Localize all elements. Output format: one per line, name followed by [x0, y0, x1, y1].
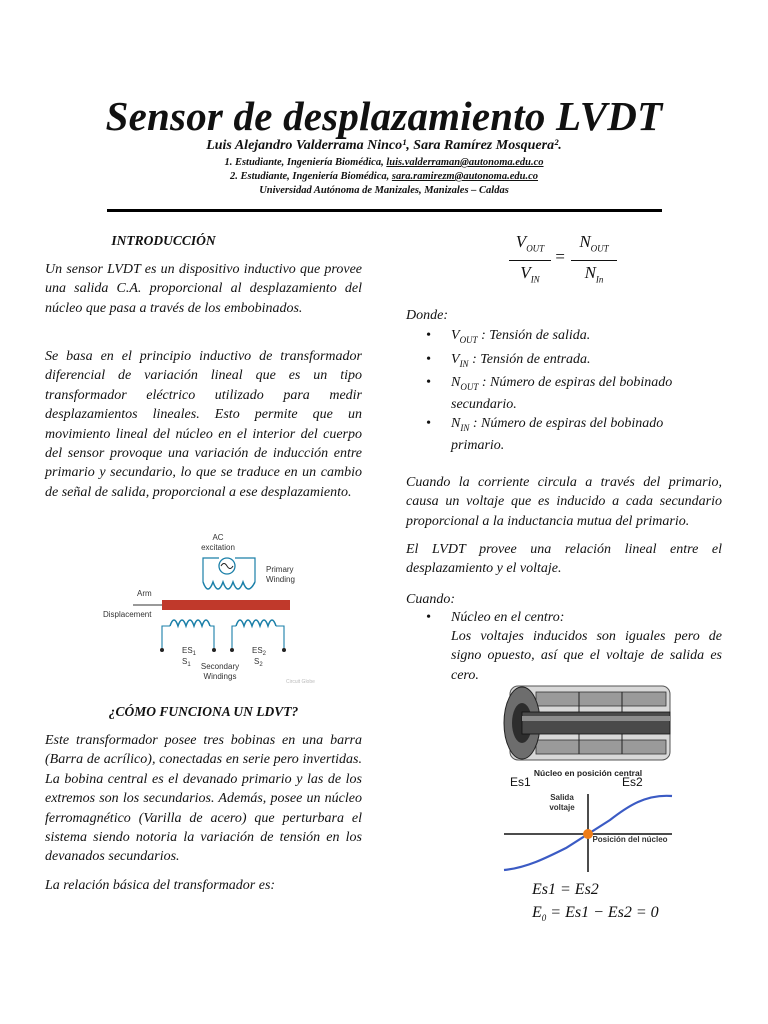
secondary-wires: [162, 626, 284, 648]
fig-label-secondary: Secondary: [200, 662, 240, 671]
affiliation-2: [0, 171, 768, 182]
core-bar: [162, 600, 290, 610]
authors: Luis Alejandro Valderrama Ninco¹, Sara Ramírez Mosquera².: [206, 138, 562, 153]
header-divider: [107, 209, 662, 212]
how-heading: ¿CÓMO FUNCIONA UN LDVT?: [108, 704, 299, 719]
terminal-icon: [160, 648, 164, 652]
terminal-icon: [212, 648, 216, 652]
paper-title: Sensor de desplazamiento LVDT: [105, 93, 663, 139]
case-center-text: Los voltajes inducidos son iguales pero de signo opuesto, así que el voltaje de salida es cero.: [451, 629, 722, 683]
case-center: • Núcleo en el centro:: [426, 610, 565, 625]
eq-in-1: IN: [530, 274, 540, 285]
bullet-vout: • $V_{OUT}$ : Tensión de salida.: [426, 328, 591, 345]
fig2-es2: Es2: [622, 775, 643, 789]
fig2-xlabel: Posición del núcleo: [592, 835, 668, 844]
fig-label-s1: [182, 657, 191, 668]
equation-e0: [532, 904, 659, 923]
fig-s2-sub: 2: [259, 662, 263, 668]
relation-paragraph: La relación básica del transformador es:: [45, 878, 276, 893]
eq-vin: [509, 263, 551, 284]
cuando-label: Cuando:: [406, 592, 455, 607]
fig2-es1: Es1: [510, 775, 531, 789]
eq-n-2: N: [584, 263, 596, 282]
email-link-2[interactable]: sara.ramirezm@autonoma.edu.co: [391, 171, 539, 182]
eq-vout: [509, 232, 551, 253]
intro-heading: INTRODUCCIÓN: [111, 233, 216, 248]
fig-es2-sub: 2: [262, 651, 267, 657]
eq-v-1: V: [515, 232, 527, 251]
affiliation-1-text: 1. Estudiante, Ingeniería Biomédica,: [224, 157, 387, 168]
intro-paragraph-2: Se basa en el principio inductivo de transformador diferencial de variación lineal que es un tipo transformador eléctrico utilizado para medir desplazamientos lineales. Esto permite que un movimiento lineal del núcleo en el interior del cuerpo del sensor provoque una variación de inducción entre primario y secundario, lo que se traduce en un cambio de señal de salida, proporcional a ese desplazamiento.: [45, 349, 362, 500]
fig-label-es1: [182, 646, 197, 657]
fig2-caption: Núcleo en posición central: [533, 768, 643, 778]
how-paragraph: Este transformador posee tres bobinas en una barra (Barra de acrílico), conectadas en serie pero invertidas. La bobina central es el devanado primario y las de los extremos son los secundarios. Además, posee un núcleo ferromagnético (Varilla de acero) que perturbara el sistema siendo notoria la variación de tensión en los devanados secundarios.: [45, 733, 362, 865]
email-link-1[interactable]: luis.valderraman@autonoma.edu.co: [386, 157, 544, 168]
eq-n-1: N: [579, 232, 591, 251]
terminal-icon: [230, 648, 234, 652]
fig-label-primary: Primary: [266, 565, 294, 574]
affiliation-1: [0, 157, 768, 168]
fig-s1-sub: 1: [187, 662, 191, 668]
primary-wire: [203, 558, 255, 582]
current-paragraph: Cuando la corriente circula a través del primario, causa un voltaje que es inducido a cada secundario proporcional a la inductancia mutua del primario.: [406, 475, 722, 529]
terminal-icon: [282, 648, 286, 652]
fig-watermark: Circuit Globe: [286, 679, 315, 685]
core-rod: [522, 712, 670, 734]
eq3-rest: = Es1 − Es2 = 0: [546, 904, 659, 921]
fig2-ylabel-2: voltaje: [549, 803, 575, 812]
fig-label-displacement: Displacement: [103, 610, 152, 619]
fig-label-ac: AC: [212, 533, 224, 542]
eq-nin: [571, 263, 617, 284]
equation-es1-es2: Es1 = Es2: [532, 881, 599, 898]
fig-es2-text: ES: [252, 646, 263, 655]
eq-out-1: OUT: [526, 243, 545, 254]
primary-coil-icon: [203, 582, 255, 589]
eq3-sub: 0: [541, 913, 547, 924]
fig-label-windings: Windings: [203, 672, 237, 681]
fig-s1-text: S: [182, 657, 188, 666]
bullet-vin: • $V_{IN}$ : Tensión de entrada.: [426, 352, 591, 369]
fig-s2-text: S: [254, 657, 260, 666]
intro-paragraph-1: Un sensor LVDT es un dispositivo inductivo que provee una salida C.A. proporcional al desplazamiento del núcleo que pasa a través de los embobinados.: [45, 262, 362, 316]
transformer-equation: [505, 232, 625, 292]
fig2-ylabel-1: Salida: [550, 793, 574, 802]
fig-label-s2: [254, 657, 263, 668]
fig-label-excitation: excitation: [201, 543, 235, 552]
linear-paragraph: El LVDT provee una relación lineal entre el desplazamiento y el voltaje.: [406, 542, 722, 577]
eq-equals: =: [554, 247, 566, 266]
fig-es1-text: ES: [182, 646, 193, 655]
bullet-nout: • $N_{OUT}$ : Número de espiras del bobinado secundario.: [426, 375, 673, 412]
affiliation-2-text: 2. Estudiante, Ingeniería Biomédica,: [229, 171, 392, 182]
eq-in-2: In: [595, 274, 604, 285]
sine-wave-icon: [221, 564, 233, 569]
university: Universidad Autónoma de Manizales, Manizales – Caldas: [259, 185, 509, 196]
fig-label-arm: Arm: [137, 589, 152, 598]
fig-label-winding: Winding: [266, 575, 295, 584]
eq-out-2: OUT: [590, 243, 609, 254]
donde-label: Donde:: [406, 308, 448, 323]
secondary-coil-2-icon: [236, 620, 276, 626]
fig-label-es2: [252, 646, 267, 657]
fig-es1-sub: 1: [192, 651, 197, 657]
core-position-figure: [496, 682, 686, 872]
eq3-e: E: [532, 904, 542, 921]
eq-v-2: V: [520, 263, 531, 282]
eq-nout: [571, 232, 617, 253]
fig2-center-point: [583, 829, 593, 839]
secondary-coil-1-icon: [170, 620, 210, 626]
bullet-nin: • $N_{IN}$ : Número de espiras del bobinado primario.: [426, 416, 664, 453]
lvdt-schematic-figure: [100, 530, 320, 688]
